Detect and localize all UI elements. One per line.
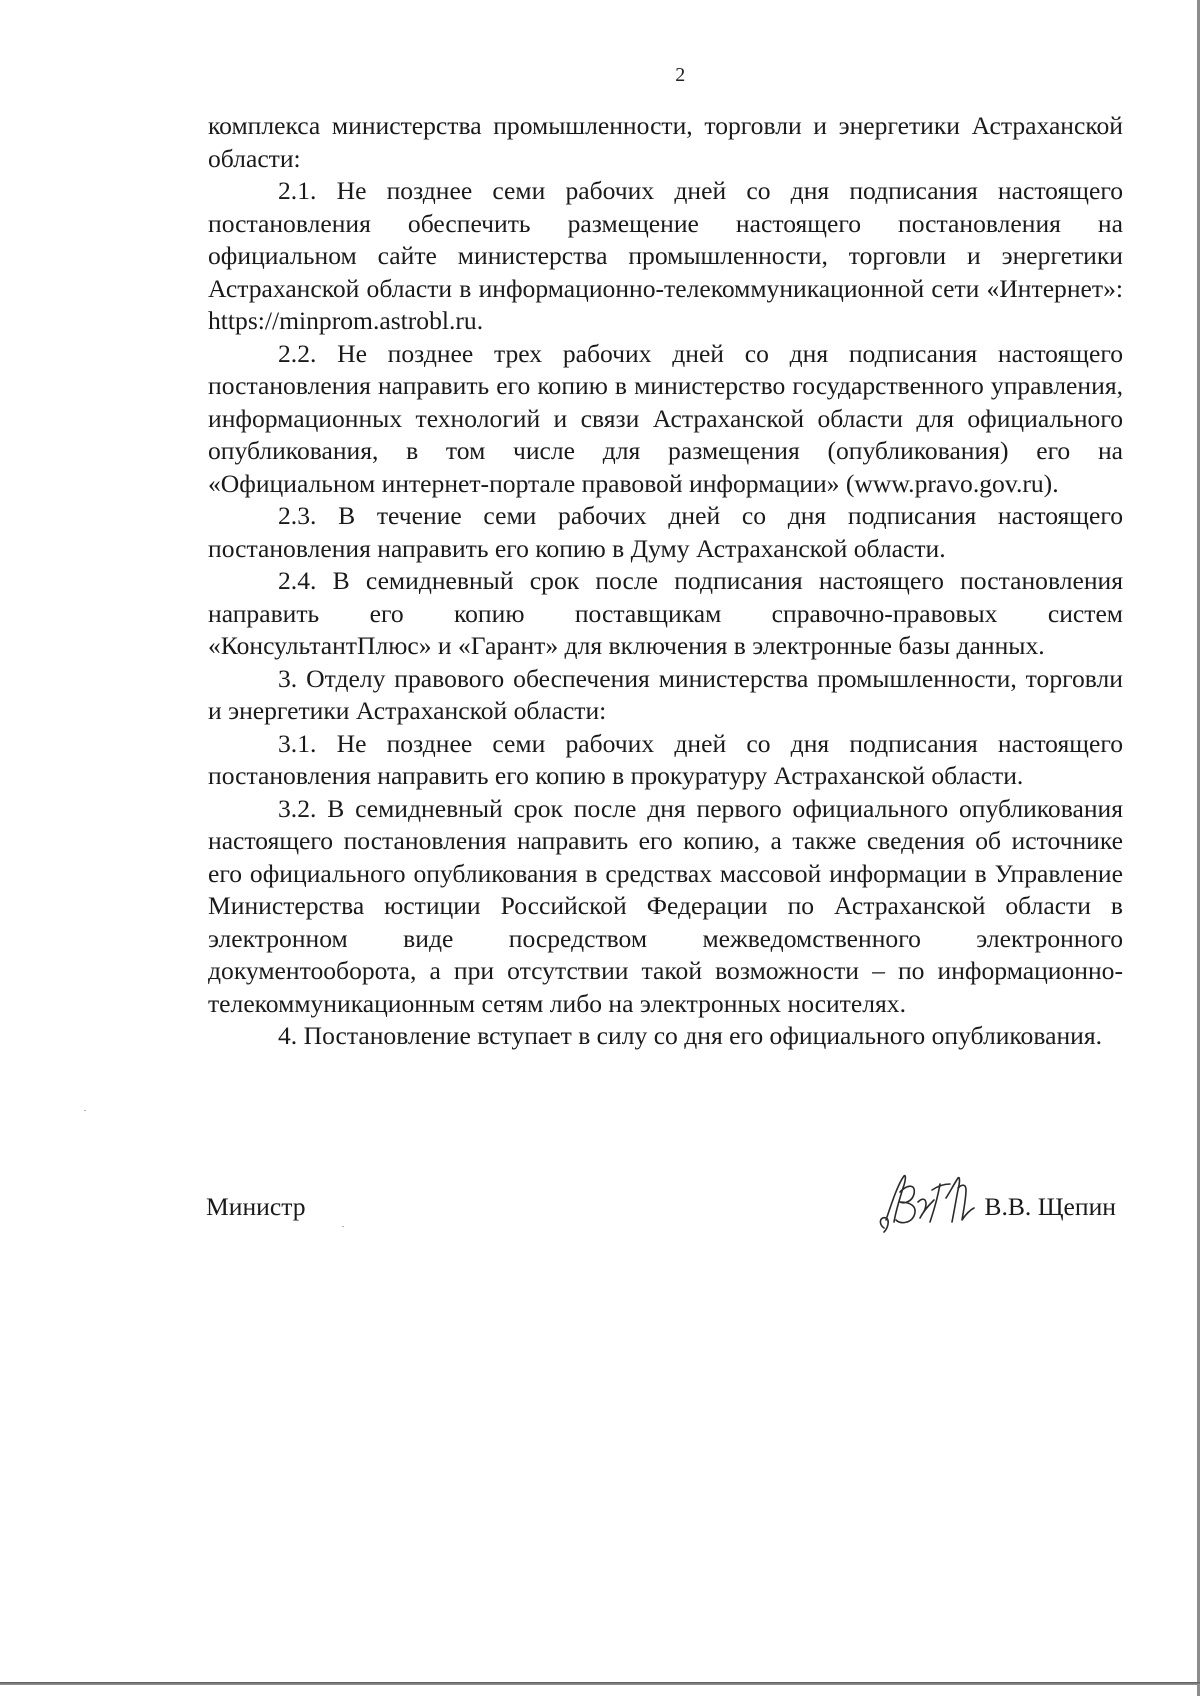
paragraph-3: 3. Отделу правового обеспечения министерства промышленности, торговли и энергетики Астраханской области: xyxy=(208,663,1123,725)
signatory-name: В.В. Щепин xyxy=(984,1192,1116,1221)
scan-edge-bottom xyxy=(0,1682,1200,1685)
handwritten-signature-icon xyxy=(870,1162,980,1242)
paragraph-2-4: 2.4. В семидневный срок после подписания настоящего постановления направить его копию поставщикам справочно-правовых систем «КонсультантПлюс» и «Гарант» для включения в электронные базы данных. xyxy=(208,566,1123,660)
page-number: 2 xyxy=(675,64,686,86)
paragraph-3-1: 3.1. Не позднее семи рабочих дней со дня подписания настоящего постановления направить его копию в прокуратуру Астраханской области. xyxy=(208,728,1123,790)
signatory-position: Министр xyxy=(206,1192,306,1221)
paragraph-2-2: 2.2. Не позднее трех рабочих дней со дня подписания настоящего постановления направить его копию в министерство государственного управления, информационных технологий и связи Астраханской области для официального опубликования, в том числе для размещения (опубликования) его на «Официальном интернет-портале правовой информации» (www.pravo.gov.ru). xyxy=(208,338,1123,498)
signature-block xyxy=(206,1180,1124,1260)
paragraph-2-3: 2.3. В течение семи рабочих дней со дня подписания настоящего постановления направить его копию в Думу Астраханской области. xyxy=(208,501,1123,563)
paragraph-4: 4. Постановление вступает в силу со дня его официального опубликования. xyxy=(278,1021,1103,1050)
paragraph-3-2: 3.2. В семидневный срок после дня первого официального опубликования настоящего постановления направить его копию, а также сведения об источнике его официального опубликования в средствах массовой информации в Управление Министерства юстиции Российской Федерации по Астраханской области в электронном виде посредством межведомственного электронного документооборота, а при отсутствии такой возможности – по информационно-телекоммуникационным сетям либо на электронных носителях. xyxy=(208,793,1123,1018)
paragraph-2-1: 2.1. Не позднее семи рабочих дней со дня подписания настоящего постановления обеспечить размещение настоящего постановления на официальном сайте министерства промышленности, торговли и энергетики Астраханской области в информационно-телекоммуникационной сети «Интернет»: https://minprom.astrobl.ru. xyxy=(208,176,1123,335)
document-body xyxy=(208,110,1123,1053)
scan-speck xyxy=(84,1110,86,1111)
scan-speck xyxy=(342,1226,344,1227)
paragraph-continuation: комплекса министерства промышленности, торговли и энергетики Астраханской области: xyxy=(208,111,1123,173)
